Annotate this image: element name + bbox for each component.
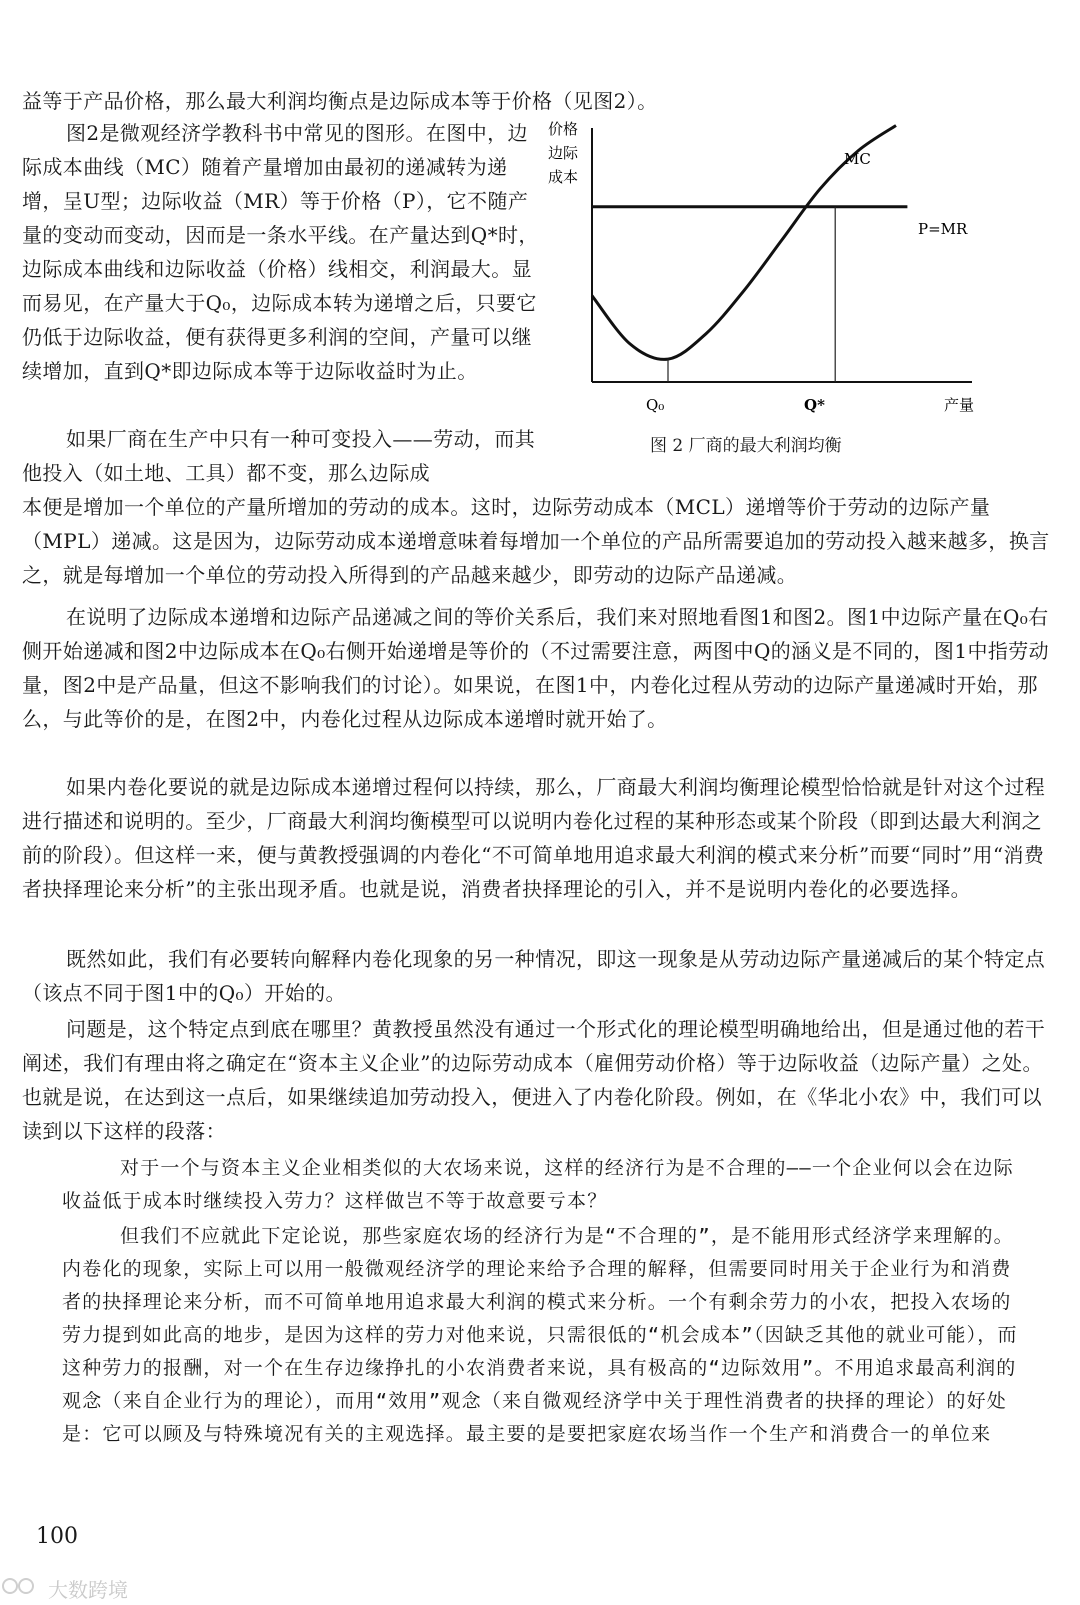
figure-2	[548, 118, 998, 468]
watermark-text: 大数跨境	[48, 1578, 128, 1602]
axes	[592, 128, 972, 382]
mr-label: P=MR	[918, 220, 968, 238]
paragraph-5: 如果内卷化要说的就是边际成本递增过程何以持续，那么，厂商最大利润均衡理论模型恰恰就是针对这个过程进行描述和说明的。至少，厂商最大利润均衡模型可以说明内卷化过程的某种形态或某个阶段（即到达最大利润之前的阶段）。但这样一来，便与黄教授强调的内卷化“不可简单地用追求最大利润的模式来分析”而要“同时”用“消费者抉择理论来分析”的主张出现矛盾。也就是说，消费者抉择理论的引入，并不是说明内卷化的必要选择。	[22, 775, 1046, 901]
figure-caption: 图 2 厂商的最大利润均衡	[650, 436, 842, 456]
paragraph-7: 问题是，这个特定点到底在哪里？黄教授虽然没有通过一个形式化的理论模型明确地给出，但是通过他的若干阐述，我们有理由将之确定在“资本主义企业”的边际劳动成本（雇佣劳动价格）等于边际收益（边际产量）之处。也就是说，在达到这一点后，如果继续追加劳动投入，便进入了内卷化阶段。例如，在《华北小农》中，我们可以读到以下这样的段落：	[22, 1017, 1046, 1143]
y-axis-label-line-1: 价格	[548, 120, 579, 138]
y-axis-label-line-3: 成本	[548, 168, 579, 186]
paragraph-4: 在说明了边际成本递增和边际产品递减之间的等价关系后，我们来对照地看图1和图2。图1中边际产量在Q₀右侧开始递减和图2中边际成本在Q₀右侧开始递增是等价的（不过需要注意，两图中Q的涵义是不同的，图1中指劳动量，图2中是产品量，但这不影响我们的讨论）。如果说，在图1中，内卷化过程从劳动的边际产量递减时开始，那么，与此等价的是，在图2中，内卷化过程从边际成本递增时就开始了。	[22, 605, 1050, 731]
qstar-label: Q*	[804, 396, 825, 414]
figure-2-chart	[548, 118, 998, 428]
page-number: 100	[36, 1524, 78, 1549]
paragraph-3-cont: 本便是增加一个单位的产量所增加的劳动的成本。这时，边际劳动成本（MCL）递增等价于劳动的边际产量（MPL）递减。这是因为，边际劳动成本递增意味着每增加一个单位的产品所需要追加的劳动投入越来越多，换言之，就是每增加一个单位的劳动投入所得到的产品越来越少，即劳动的边际产品递减。	[22, 495, 1050, 587]
quote-1: 对于一个与资本主义企业相类似的大农场来说，这样的经济行为是不合理的——一个企业何以会在边际收益低于成本时继续投入劳力？这样做岂不等于故意要亏本？	[62, 1157, 1014, 1212]
x-axis-label: 产量	[944, 396, 975, 414]
q0-label: Q₀	[646, 396, 665, 414]
paragraph-2: 图2是微观经济学教科书中常见的图形。在图中，边际成本曲线（MC）随着产量增加由最初的递减转为递增，呈U型；边际收益（MR）等于价格（P），它不随产量的变动而变动，因而是一条水平线。在产量达到Q*时，边际成本曲线和边际收益（价格）线相交，利润最大。显而易见，在产量大于Q₀，边际成本转为递增之后，只要它仍低于边际收益，便有获得更多利润的空间，产量可以继续增加，直到Q*即边际成本等于边际收益时为止。	[22, 121, 539, 383]
y-axis-label-line-2: 边际	[548, 144, 579, 162]
paragraph-1: 益等于产品价格，那么最大利润均衡点是边际成本等于价格（见图2）。	[22, 89, 658, 113]
quote-2: 但我们不应就此下定论说，那些家庭农场的经济行为是“不合理的”，是不能用形式经济学来理解的。内卷化的现象，实际上可以用一般微观经济学的理论来给予合理的解释，但需要同时用关于企业行为和消费者的抉择理论来分析，而不可简单地用追求最大利润的模式来分析。一个有剩余劳力的小农，把投入农场的劳力提到如此高的地步，是因为这样的劳力对他来说，只需很低的“机会成本”（因缺乏其他的就业可能），而这种劳力的报酬，对一个在生存边缘挣扎的小农消费者来说，具有极高的“边际效用”。不用追求最高利润的观念（来自企业行为的理论），而用“效用”观念（来自微观经济学中关于理性消费者的抉择的理论）的好处是：它可以顾及与特殊境况有关的主观选择。最主要的是要把家庭农场当作一个生产和消费合一的单位来	[62, 1225, 1018, 1445]
mc-label: MC	[844, 150, 871, 168]
watermark	[0, 1572, 160, 1602]
paragraph-3-start: 如果厂商在生产中只有一种可变投入——劳动，而其他投入（如土地、工具）都不变，那么边际成	[22, 427, 536, 485]
paragraph-6: 既然如此，我们有必要转向解释内卷化现象的另一种情况，即这一现象是从劳动边际产量递减后的某个特定点（该点不同于图1中的Q₀）开始的。	[22, 947, 1046, 1005]
watermark-logo-icon	[0, 1572, 44, 1600]
